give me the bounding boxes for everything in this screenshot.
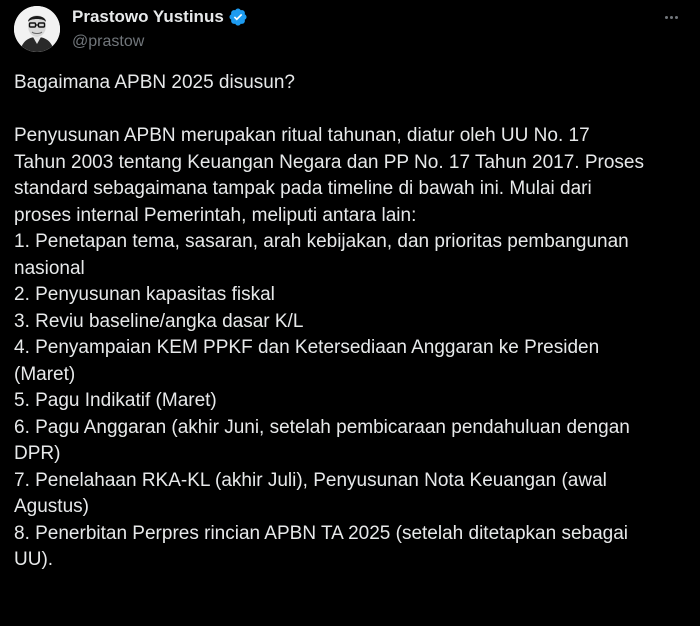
verified-badge-icon: [228, 7, 248, 27]
list-item: 5. Pagu Indikatif (Maret): [14, 390, 217, 411]
list-item: 8. Penerbitan Perpres rincian APBN TA 2025 (setelah ditetapkan sebagai: [14, 522, 629, 544]
display-name-row: [72, 6, 248, 28]
list-item: 2. Penyusunan kapasitas fiskal: [14, 284, 275, 305]
more-dot: [665, 16, 668, 19]
list-item: 4. Penyampaian KEM PPKF dan Ketersediaan Anggaran ke Presiden: [14, 337, 600, 358]
list-item: (Maret): [14, 363, 76, 385]
tweet-question: Bagaimana APBN 2025 disusun?: [14, 72, 295, 93]
tweet-text: [14, 70, 690, 574]
more-options-icon[interactable]: [658, 6, 684, 28]
list-item: 1. Penetapan tema, sasaran, arah kebijakan, dan prioritas pembangunan: [14, 231, 629, 252]
process-list: [14, 229, 690, 574]
list-item: 6. Pagu Anggaran (akhir Juni, setelah pembicaraan pendahuluan dengan: [14, 416, 630, 438]
intro-line: standard sebagaimana tampak pada timeline di bawah ini. Mulai dari: [14, 178, 592, 199]
intro-line: Penyusunan APBN merupakan ritual tahunan, diatur oleh UU No. 17: [14, 125, 590, 146]
list-item: 7. Penelahaan RKA-KL (akhir Juli), Penyusunan Nota Keuangan (awal: [14, 469, 607, 491]
avatar-portrait-icon: [14, 6, 60, 52]
tweet-header: [14, 4, 686, 54]
author-handle[interactable]: @prastow: [72, 33, 145, 50]
paragraph-gap: [14, 97, 690, 124]
list-item: nasional: [14, 257, 85, 279]
intro-line: proses internal Pemerintah, meliputi antara lain:: [14, 204, 417, 226]
list-item: UU).: [14, 549, 54, 570]
intro-line: Tahun 2003 tentang Keuangan Negara dan PP No. 17 Tahun 2017. Proses: [14, 151, 644, 173]
list-item: Agustus): [14, 496, 89, 517]
more-dot: [675, 16, 678, 19]
list-item: 3. Reviu baseline/angka dasar K/L: [14, 310, 304, 332]
list-item: DPR): [14, 443, 61, 464]
avatar[interactable]: [14, 6, 60, 52]
author-display-name[interactable]: Prastowo Yustinus: [72, 7, 224, 26]
author-names: [72, 6, 248, 51]
more-dot: [670, 16, 673, 19]
